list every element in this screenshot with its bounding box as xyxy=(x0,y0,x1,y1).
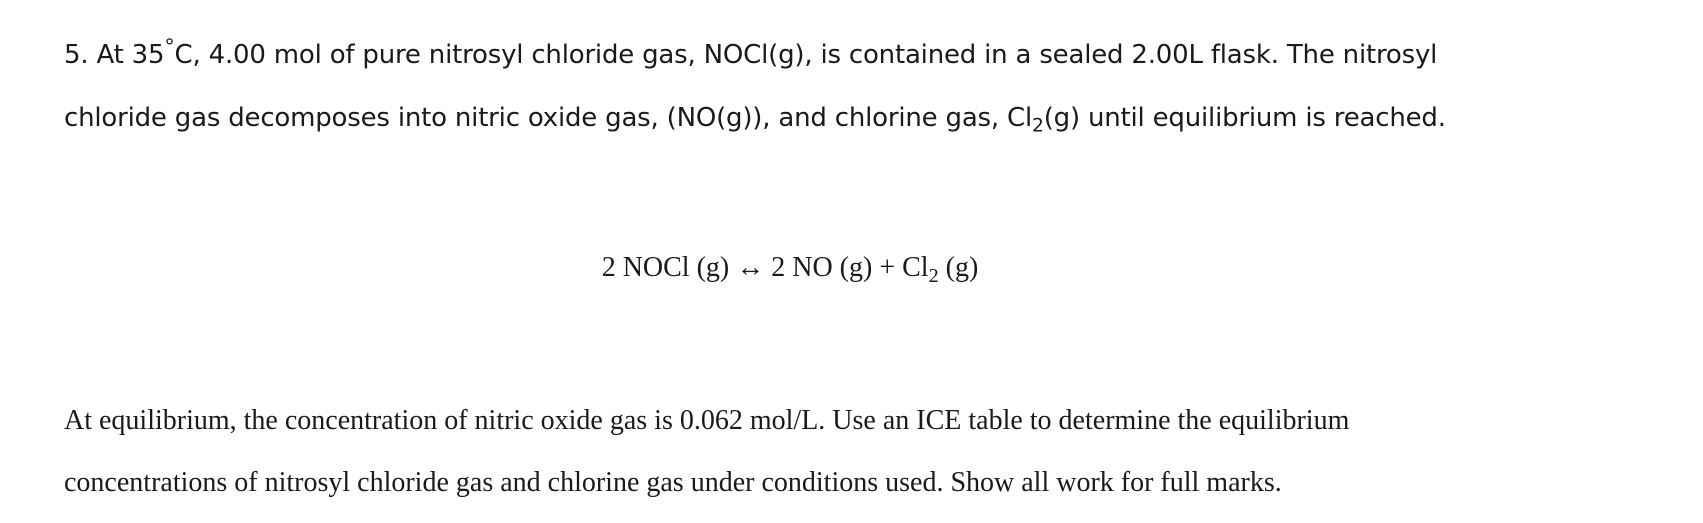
question-line-2-start: chloride gas decomposes into nitric oxide gas, (NO(g)), and chlorine gas, Cl xyxy=(64,103,1033,133)
followup-line-2: concentrations of nitrosyl chloride gas and chlorine gas under conditions used. Show all work for full marks. xyxy=(64,467,1282,498)
degree-symbol: ° xyxy=(164,34,175,59)
question-line-2 xyxy=(64,87,1624,150)
equation-left: 2 NOCl (g) ↔ 2 NO (g) + Cl xyxy=(601,252,929,283)
question-line-1-end: C, 4.00 mol of pure nitrosyl chloride gas, NOCl(g), is contained in a sealed 2.00L flask. The nitrosyl xyxy=(174,40,1438,70)
followup-text xyxy=(64,390,1624,514)
question-line-1-start: 5. At 35 xyxy=(64,40,165,70)
equation-subscript: 2 xyxy=(928,265,939,288)
chlorine-subscript: 2 xyxy=(1032,115,1044,137)
question-line-2-end: (g) until equilibrium is reached. xyxy=(1043,103,1446,133)
followup-line-1: At equilibrium, the concentration of nitric oxide gas is 0.062 mol/L. Use an ICE table to determine the equilibrium xyxy=(64,405,1350,436)
question-line-1 xyxy=(64,24,1624,87)
chemical-equation xyxy=(0,252,1580,288)
equation-right: (g) xyxy=(938,252,979,283)
question-text xyxy=(64,24,1624,150)
